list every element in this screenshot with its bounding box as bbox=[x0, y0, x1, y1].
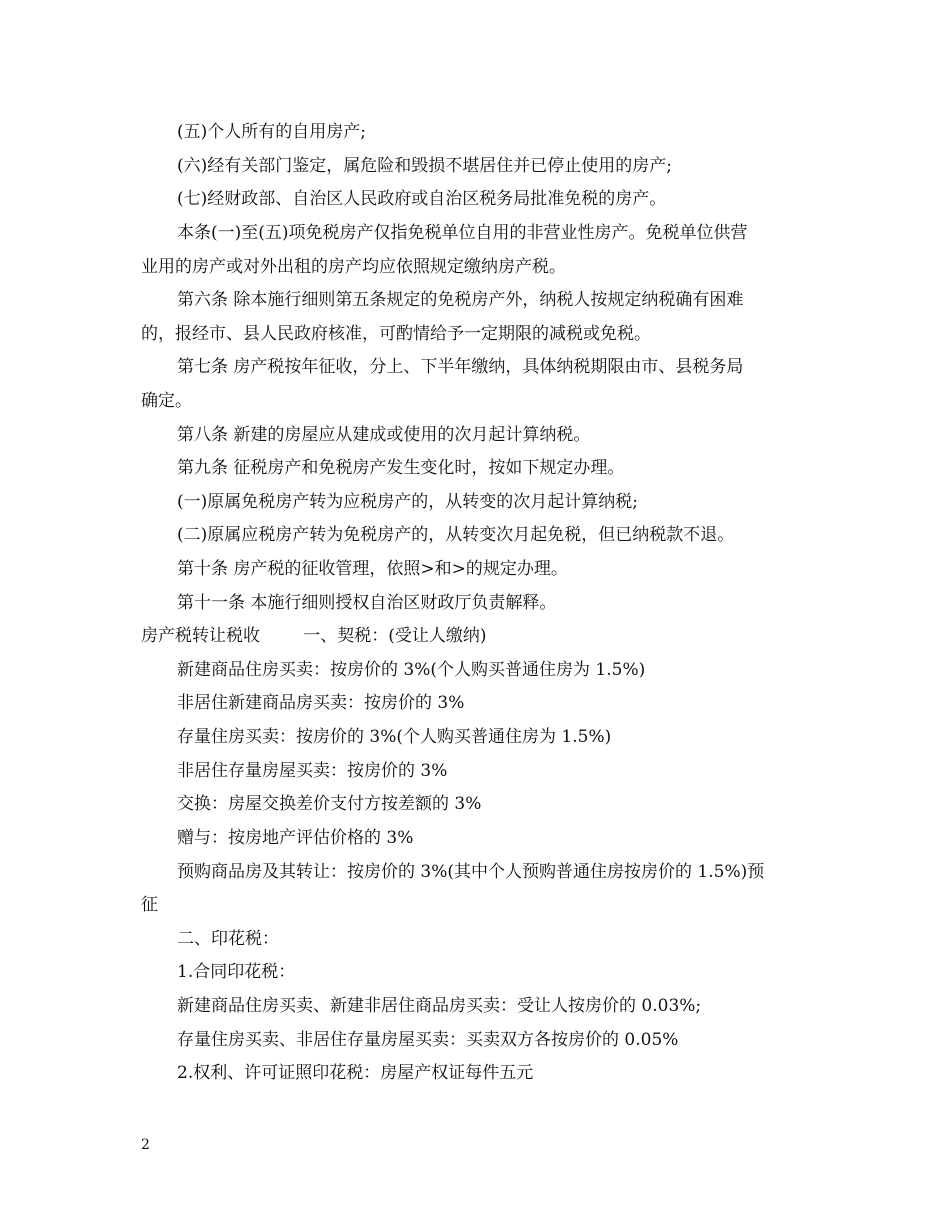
text-line: (七)经财政部、自治区人民政府或自治区税务局批准免税的房产。 bbox=[177, 189, 667, 209]
text-line: 确定。 bbox=[141, 391, 192, 411]
text-line: 赠与：按房地产评估价格的 3% bbox=[177, 828, 414, 848]
text-line: 房产税转让税收 一、契税：(受让人缴纳) bbox=[141, 626, 487, 646]
text-line: 第九条 征税房产和免税房产发生变化时，按如下规定办理。 bbox=[177, 458, 625, 478]
text-line: 第八条 新建的房屋应从建成或使用的次月起计算纳税。 bbox=[177, 425, 591, 445]
text-line: (五)个人所有的自用房产; bbox=[177, 122, 366, 142]
text-line: 业用的房产或对外出租的房产均应依照规定缴纳房产税。 bbox=[141, 257, 566, 277]
page-number: 2 bbox=[141, 1137, 150, 1153]
text-line: (一)原属免税房产转为应税房产的，从转变的次月起计算纳税; bbox=[177, 492, 638, 512]
text-line: 征 bbox=[141, 895, 158, 915]
text-line: (六)经有关部门鉴定，属危险和毁损不堪居住并已停止使用的房产; bbox=[177, 156, 672, 176]
text-line: 新建商品住房买卖：按房价的 3%(个人购买普通住房为 1.5%) bbox=[177, 660, 646, 680]
text-line: 预购商品房及其转让：按房价的 3%(其中个人预购普通住房按房价的 1.5%)预 bbox=[177, 862, 765, 882]
text-line: 第十一条 本施行细则授权自治区财政厅负责解释。 bbox=[177, 593, 557, 613]
text-line: 第七条 房产税按年征收，分上、下半年缴纳，具体纳税期限由市、县税务局 bbox=[177, 357, 744, 377]
text-line: 1.合同印花税： bbox=[177, 962, 296, 982]
text-line: 第六条 除本施行细则第五条规定的免税房产外，纳税人按规定纳税确有困难 bbox=[177, 290, 744, 310]
text-line: 本条(一)至(五)项免税房产仅指免税单位自用的非营业性房产。免税单位供营 bbox=[177, 223, 748, 243]
text-line: (二)原属应税房产转为免税房产的，从转变次月起免税，但已纳税款不退。 bbox=[177, 525, 735, 545]
text-line: 2.权利、许可证照印花税：房屋产权证每件五元 bbox=[177, 1063, 534, 1083]
text-line: 交换：房屋交换差价支付方按差额的 3% bbox=[177, 794, 482, 814]
text-line: 非居住存量房屋买卖：按房价的 3% bbox=[177, 761, 448, 781]
text-line: 的，报经市、县人民政府核准，可酌情给予一定期限的减税或免税。 bbox=[141, 324, 651, 344]
text-line: 新建商品住房买卖、新建非居住商品房买卖：受让人按房价的 0.03%; bbox=[177, 996, 702, 1016]
text-line: 非居住新建商品房买卖：按房价的 3% bbox=[177, 693, 465, 713]
text-line: 二、印花税： bbox=[177, 929, 279, 949]
text-line: 存量住房买卖、非居住存量房屋买卖：买卖双方各按房价的 0.05% bbox=[177, 1030, 679, 1050]
text-line: 第十条 房产税的征收管理，依照>和>的规定办理。 bbox=[177, 559, 568, 579]
text-line: 存量住房买卖：按房价的 3%(个人购买普通住房为 1.5%) bbox=[177, 727, 612, 747]
